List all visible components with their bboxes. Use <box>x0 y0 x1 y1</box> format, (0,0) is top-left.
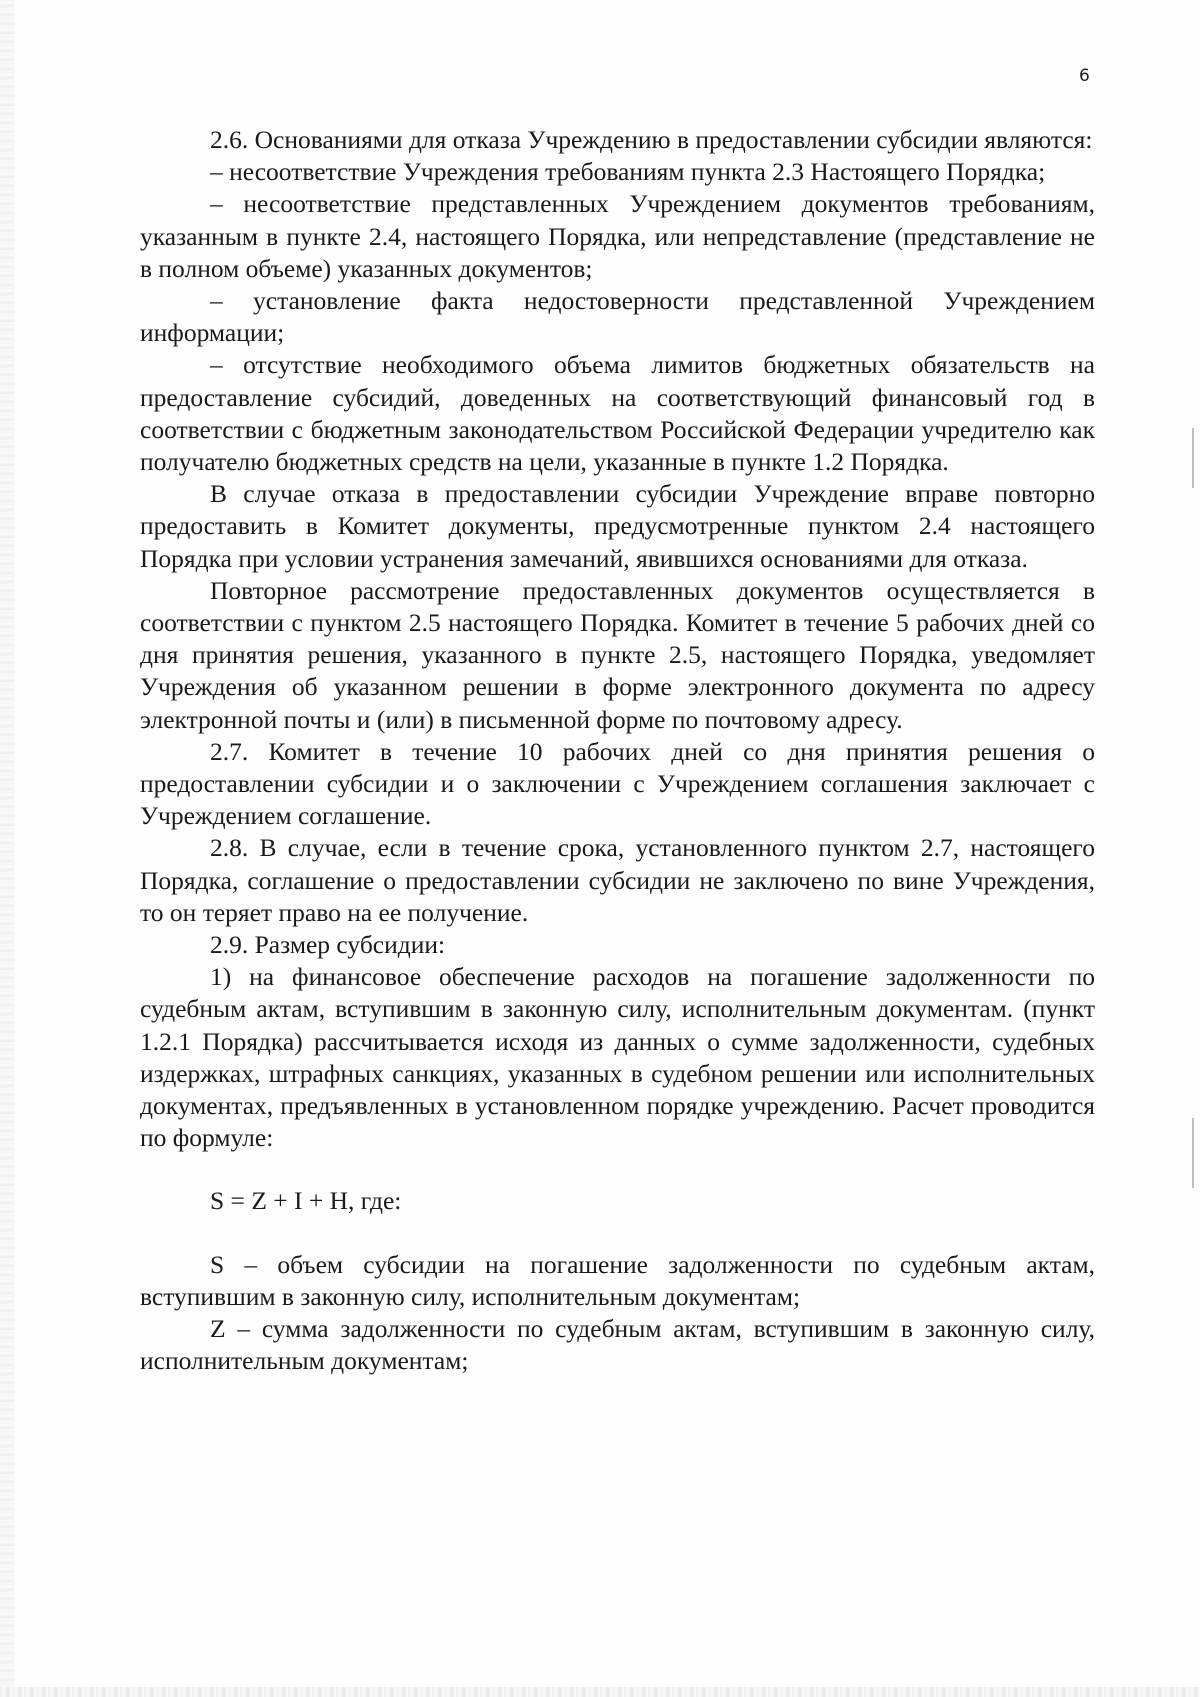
page-number: 6 <box>1079 66 1090 86</box>
paragraph-2-9-item-1: 1) на финансовое обеспечение расходов на погашение задолженности по судебным актам, вступившим в законную силу, исполнительным документам. (пункт 1.2.1 Порядка) рассчитывается исходя из данных о сумме задолженности, судебных издержках, штрафных санкциях, указанных в судебном решении или исполнительных документах, предъявленных в установленном порядке учреждению. Расчет проводится по формуле: <box>140 962 1095 1153</box>
paragraph-2-7: 2.7. Комитет в течение 10 рабочих дней со дня принятия решения о предоставлении субсидии и о заключении с Учреждением соглашения заключает с Учреждением соглашение. <box>140 736 1095 831</box>
definition-z: Z – сумма задолженности по судебным актам, вступившим в законную силу, исполнительным документам; <box>140 1314 1095 1376</box>
paragraph-list-item: – несоответствие Учреждения требованиям пункта 2.3 Настоящего Порядка; <box>210 157 1046 187</box>
paragraph-list-item: – установление факта недостоверности представленной Учреждением информации; <box>140 286 1095 348</box>
scan-mark <box>1192 428 1194 488</box>
definition-s: S – объем субсидии на погашение задолженности по судебным актам, вступившим в законную силу, исполнительным документам; <box>140 1249 1095 1311</box>
paragraph-2-9: 2.9. Размер субсидии: <box>210 930 446 960</box>
scan-edge-bottom <box>0 1687 1200 1697</box>
paragraph-2-6-heading: 2.6. Основаниями для отказа Учреждению в предоставлении субсидии являются: <box>210 125 1093 154</box>
paragraph-repeat-review: Повторное рассмотрение предоставленных документов осуществляется в соответствии с пунктом 2.5 настоящего Порядка. Комитет в течение 5 рабочих дней со дня принятия решения, указанного в пункте 2.5, настоящего Порядка, уведомляет Учреждения об указанном решении в форме электронного документа по адресу электронной почты и (или) в письменной форме по почтовому адресу. <box>140 575 1095 734</box>
paragraph-2-8: 2.8. В случае, если в течение срока, установленного пунктом 2.7, настоящего Порядка, соглашение о предоставлении субсидии не заключено по вине Учреждения, то он теряет право на ее получение. <box>140 833 1095 927</box>
scan-mark <box>1192 1118 1194 1188</box>
formula: S = Z + I + H, где: <box>210 1185 402 1215</box>
paragraph-refusal-resubmission: В случае отказа в предоставлении субсидии Учреждение вправе повторно предоставить в Комитет документы, предусмотренные пунктом 2.4 настоящего Порядка при условии устранения замечаний, явившихся основаниями для отказа. <box>140 479 1095 573</box>
paragraph-list-item: – отсутствие необходимого объема лимитов бюджетных обязательств на предоставление субсидий, доведенных на соответствующий финансовый год в соответствии с бюджетным законодательством Российской Федерации учредителю как получателю бюджетных средств на цели, указанные в пункте 1.2 Порядка. <box>140 350 1095 477</box>
document-body <box>140 124 1095 1378</box>
scan-edge-left <box>0 0 14 1697</box>
paragraph-list-item: – несоответствие представленных Учреждением документов требованиям, указанным в пункте 2.4, настоящего Порядка, или непредставление (представление не в полном объеме) указанных документов; <box>140 189 1095 283</box>
